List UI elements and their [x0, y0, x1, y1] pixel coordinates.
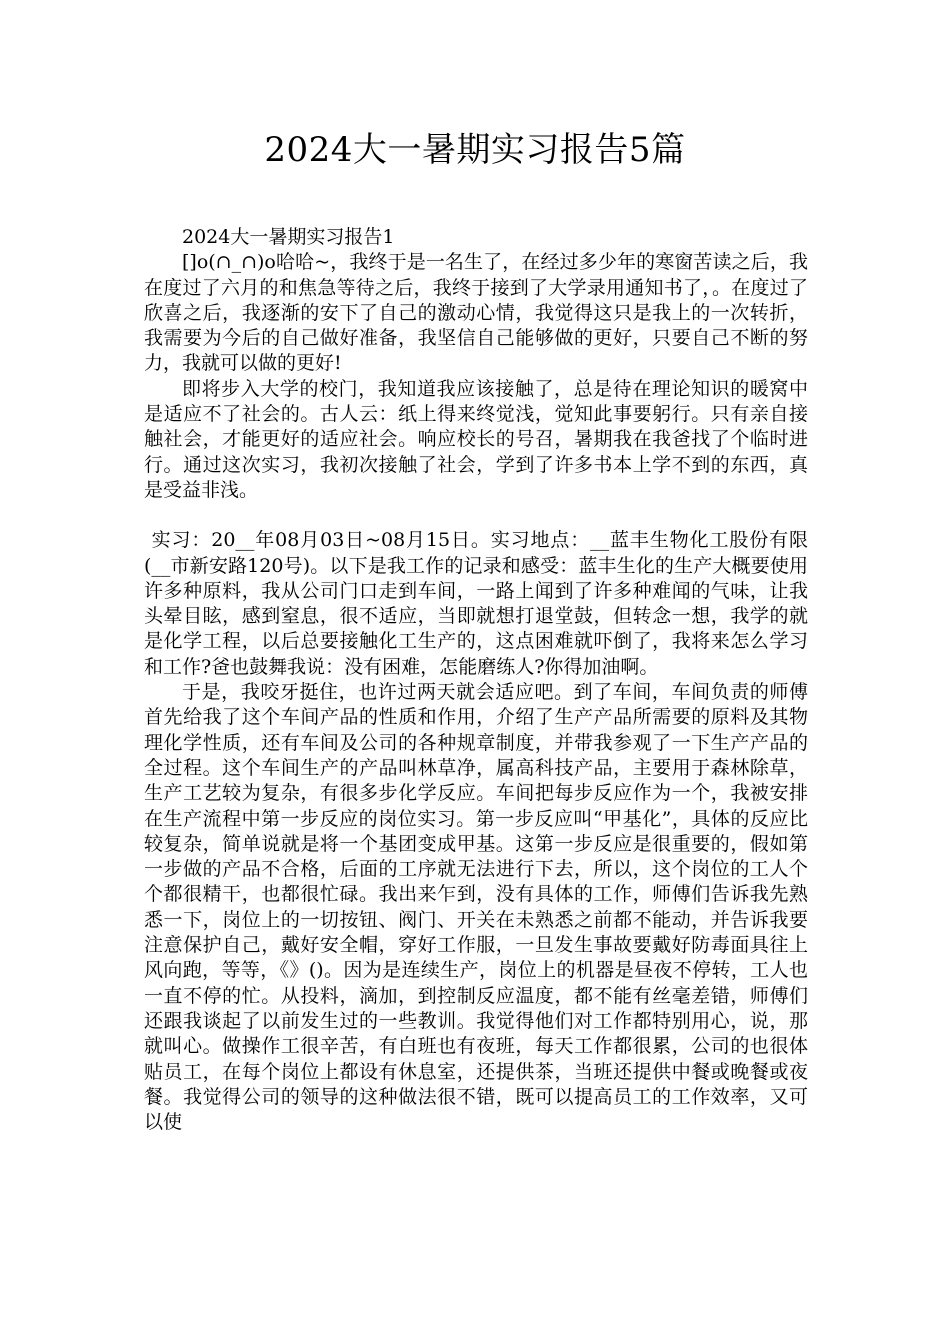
paragraph-intro: []o(∩_∩)o哈哈~，我终于是一名生了，在经过多少年的寒窗苦读之后，我在度过了六月的和焦急等待之后，我终于接到了大学录用通知书了，。在度过了欣喜之后，我逐渐的安下了自己的激动心情，我觉得这只是我上的一次转折，我需要为今后的自己做好准备，我坚信自己能够做的更好，只要自己不断的努力，我就可以做的更好!	[144, 251, 808, 375]
document-body	[144, 225, 808, 1135]
paragraph-workshop: 于是，我咬牙挺住，也许过两天就会适应吧。到了车间，车间负责的师傅首先给我了这个车间产品的性质和作用，介绍了生产产品所需要的原料及其物理化学性质，还有车间及公司的各种规章制度，并带我参观了一下生产产品的全过程。这个车间生产的产品叫林草净，属高科技产品，主要用于森林除草，生产工艺较为复杂，有很多步化学反应。车间把每步反应作为一个，我被安排在生产流程中第一步反应的岗位实习。第一步反应叫“甲基化”，具体的反应比较复杂，简单说就是将一个基团变成甲基。这第一步反应是很重要的，假如第一步做的产品不合格，后面的工序就无法进行下去，所以，这个岗位的工人个个都很精干，也都很忙碌。我出来乍到，没有具体的工作，师傅们告诉我先熟悉一下，岗位上的一切按钮、阀门、开关在未熟悉之前都不能动，并告诉我要注意保护自己，戴好安全帽，穿好工作服，一旦发生事故要戴好防毒面具往上风向跑，等等，《》()。因为是连续生产，岗位上的机器是昼夜不停转，工人也一直不停的忙。从投料，滴加，到控制反应温度，都不能有丝毫差错，师傅们还跟我谈起了以前发生过的一些教训。我觉得他们对工作都特别用心，说，那就叫心。做操作工很辛苦，有白班也有夜班，每天工作都很累，公司的也很体贴员工，在每个岗位上都设有休息室，还提供茶，当班还提供中餐或晚餐或夜餐。我觉得公司的领导的这种做法很不错，既可以提高员工的工作效率，又可以使	[144, 681, 808, 1134]
paragraph-internship-info: 实习：20__年08月03日~08月15日。实习地点：__蓝丰生物化工股份有限(__市新安路120号)。以下是我工作的记录和感受：蓝丰生化的生产大概要使用许多种原料，我从公司门口走到车间，一路上闻到了许多种难闻的气味，让我头晕目眩，感到窒息，很不适应，当即就想打退堂鼓，但转念一想，我学的就是化学工程，以后总要接触化工生产的，这点困难就吓倒了，我将来怎么学习和工作?爸也鼓舞我说：没有困难，怎能磨练人?你得加油啊。	[144, 529, 808, 678]
paragraph-motivation: 即将步入大学的校门，我知道我应该接触了，总是待在理论知识的暖窝中是适应不了社会的。古人云：纸上得来终觉浅，觉知此事要躬行。只有亲自接触社会，才能更好的适应社会。响应校长的号召，暑期我在我爸找了个临时进行。通过这次实习，我初次接触了社会，学到了许多书本上学不到的东西，真是受益非浅。	[144, 377, 808, 501]
document-title: 2024大一暑期实习报告5篇	[264, 130, 686, 170]
section-heading: 2024大一暑期实习报告1	[182, 226, 395, 248]
